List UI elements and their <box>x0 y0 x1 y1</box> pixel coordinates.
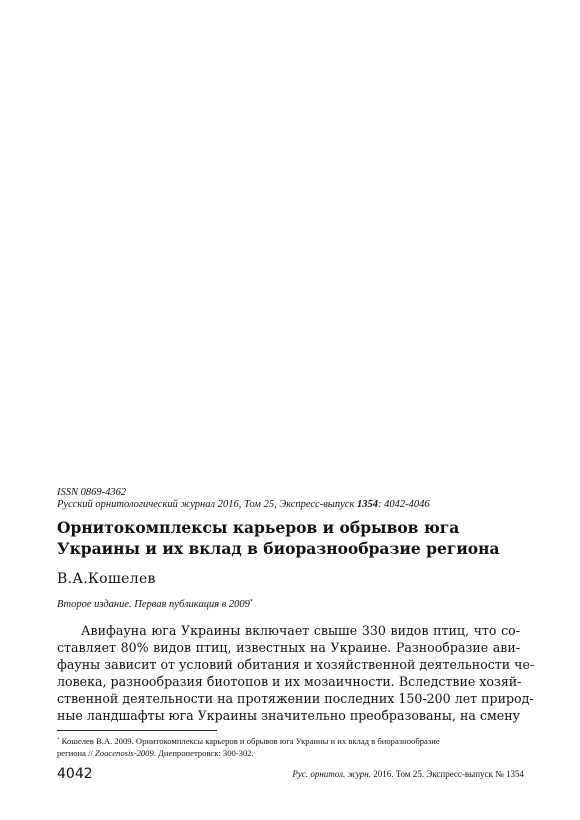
edition-note <box>57 596 253 611</box>
footnote-line <box>57 735 517 748</box>
body-line: Авифауна юга Украины включает свыше 330 видов птиц, что со- <box>81 623 520 638</box>
title-line: Украины и их вклад в биоразнообразие региона <box>57 539 500 558</box>
running-footer <box>292 769 524 780</box>
issn: ISSN 0869-4362 <box>57 487 127 498</box>
footnote-mark: * <box>249 599 253 605</box>
page-number: 4042 <box>57 766 93 782</box>
footnote-mark: * <box>57 738 60 743</box>
title-line: Орнитокомплексы карьеров и обрывов юга <box>57 518 460 537</box>
issue-number: 1354 <box>357 499 378 510</box>
body-line: ставляет 80% видов птиц, известных на Украине. Разнообразие ави- <box>57 640 520 655</box>
article-title <box>57 517 527 559</box>
body-text <box>57 622 535 724</box>
body-line: фауны зависит от условий обитания и хозяйственной деятельности че- <box>57 657 535 672</box>
footnote-text: . Днепропетровск: 300-302. <box>153 747 254 758</box>
body-line: ные ландшафты юга Украины значительно преобразованы, на смену <box>57 708 520 723</box>
author: В.А.Кошелев <box>57 571 156 587</box>
footnote-text: Кошелев В.А. 2009. Орнитокомплексы карьеров и обрывов юга Украины и их вклад в биоразнообразие <box>61 736 440 746</box>
footnote-line <box>57 748 517 760</box>
body-line: ловека, разнообразия биотопов и их мозаичности. Вследствие хозяй- <box>57 674 522 689</box>
footnote <box>57 735 517 759</box>
footer-details: 2016. Том 25. Экспресс-выпуск № 1354 <box>370 769 524 779</box>
edition-text: Второе издание. Первая публикация в 2009 <box>57 599 250 610</box>
footnote-divider <box>57 730 217 731</box>
page-range: : 4042-4046 <box>378 499 430 510</box>
journal-short: Рус. орнитол. журн. <box>292 769 371 779</box>
journal-citation <box>57 498 430 511</box>
journal-name: Русский орнитологический журнал 2016, Том 25, Экспресс-выпуск <box>57 499 357 510</box>
footnote-text: региона // <box>57 747 96 758</box>
footnote-source: Zoocenosis-2009 <box>95 747 154 758</box>
body-line: ственной деятельности на протяжении последних 150-200 лет природ- <box>57 691 534 706</box>
